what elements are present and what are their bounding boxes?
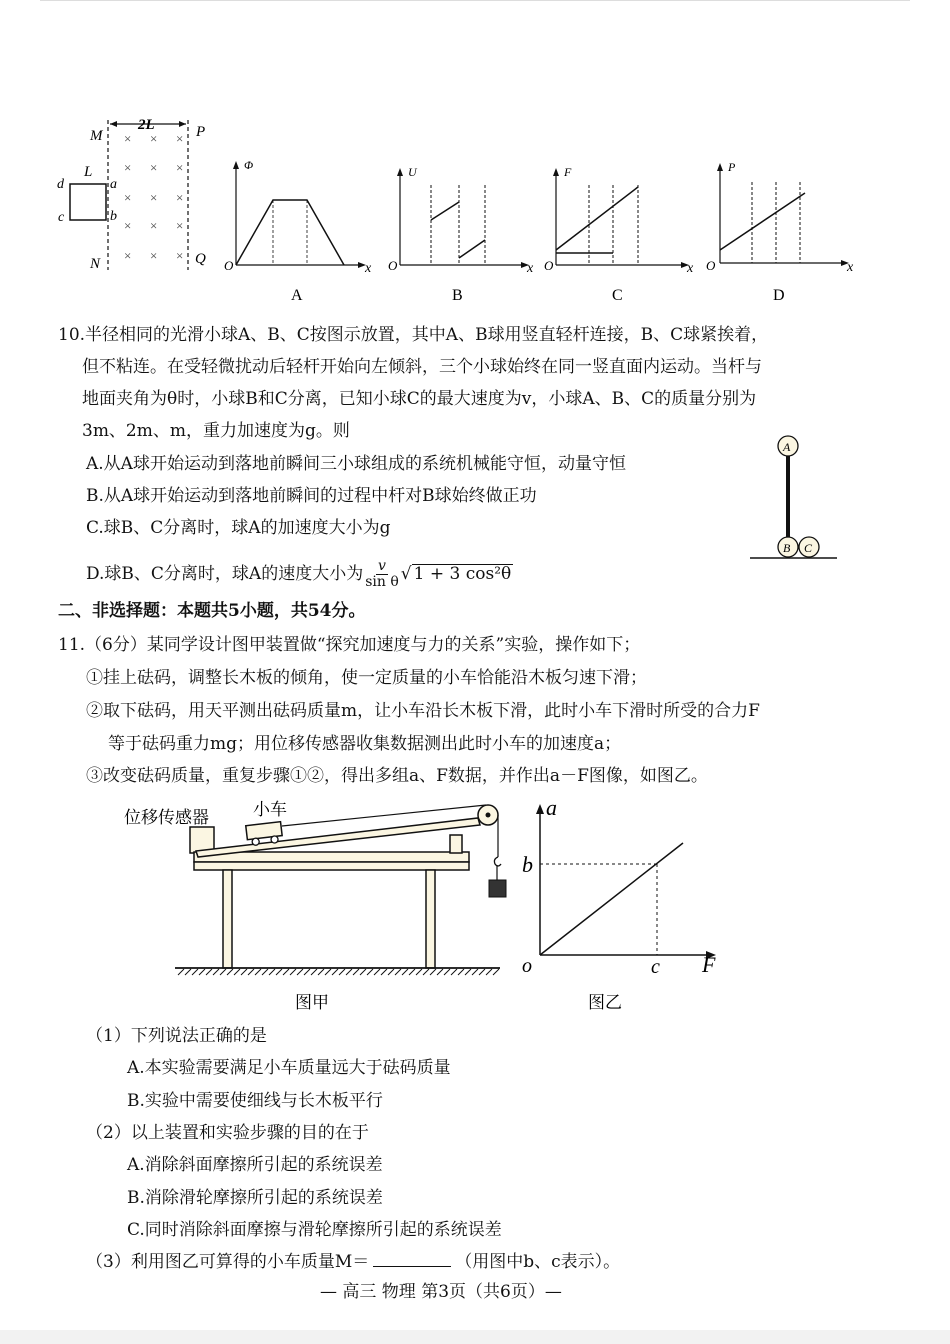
- q11-sub2: （2）以上装置和实验步骤的目的在于: [86, 1123, 369, 1143]
- option-c-letter: C: [612, 287, 623, 304]
- option-d-letter: D: [773, 287, 785, 304]
- q10-option-b: B.从A球开始运动到落地前瞬间的过程中杆对B球始终做正功: [86, 486, 537, 506]
- q11-sub2-option-a: A.消除斜面摩擦所引起的系统误差: [127, 1155, 383, 1175]
- svg-text:x: x: [527, 261, 534, 276]
- ground-hatch: [472, 969, 478, 975]
- q11-sub1-option-a: A.本实验需要满足小车质量远大于砝码质量: [127, 1058, 451, 1078]
- svg-text:x: x: [847, 260, 854, 275]
- ground-hatch: [199, 969, 205, 975]
- svg-text:P: P: [196, 124, 206, 140]
- svg-text:x: x: [365, 261, 372, 276]
- svg-text:L: L: [84, 164, 93, 180]
- ground-hatch: [339, 969, 345, 975]
- ground-hatch: [381, 969, 387, 975]
- q11-line-3: ②取下砝码，用天平测出砝码质量m，让小车沿长木板下滑，此时小车下滑时所受的合力F: [86, 701, 760, 721]
- ground-hatch: [304, 969, 310, 975]
- ground-hatch: [465, 969, 471, 975]
- svg-text:B: B: [783, 541, 791, 555]
- ground-hatch: [269, 969, 275, 975]
- svg-text:M: M: [90, 128, 103, 144]
- graph-d: [706, 160, 854, 304]
- svg-text:Q: Q: [195, 251, 206, 267]
- top-rule: [40, 0, 910, 1]
- ground-hatch: [185, 969, 191, 975]
- svg-text:C: C: [804, 541, 813, 555]
- ground-hatch: [192, 969, 198, 975]
- ground-hatch: [206, 969, 212, 975]
- field-cross: ×: [150, 160, 158, 175]
- ground-hatch: [353, 969, 359, 975]
- fraction: $\frac{v}{\text{sin θ}}$: [365, 558, 399, 590]
- field-cross: ×: [176, 218, 184, 233]
- ground-hatch: [241, 969, 247, 975]
- ground-hatch: [227, 969, 233, 975]
- graph-b: [388, 165, 534, 304]
- ground-hatch: [486, 969, 492, 975]
- section-2-heading: 二、非选择题：本题共5小题，共54分。: [58, 601, 366, 621]
- ground-hatch: [178, 969, 184, 975]
- graph-a: [224, 158, 372, 304]
- svg-text:b: b: [522, 852, 533, 877]
- ground-hatch: [297, 969, 303, 975]
- ground-hatch: [325, 969, 331, 975]
- q11-line-2: ①挂上砝码，调整长木板的倾角，使一定质量的小车恰能沿木板匀速下滑；: [86, 668, 647, 688]
- field-cross: ×: [150, 218, 158, 233]
- graph-c: [544, 165, 694, 304]
- option-a-letter: A: [291, 287, 303, 304]
- field-cross: ×: [124, 160, 132, 175]
- q11-sub1-option-b: B.实验中需要使细线与长木板平行: [127, 1091, 383, 1111]
- ground-hatch: [220, 969, 226, 975]
- ground-hatch: [248, 969, 254, 975]
- field-cross: ×: [176, 160, 184, 175]
- figure-yi: [510, 795, 740, 1020]
- ground-hatch: [493, 969, 499, 975]
- svg-text:c: c: [651, 956, 660, 978]
- svg-text:c: c: [58, 210, 65, 225]
- q11-sub2-option-b: B.消除滑轮摩擦所引起的系统误差: [127, 1188, 383, 1208]
- svg-text:F: F: [702, 952, 716, 977]
- field-cross: ×: [176, 131, 184, 146]
- field-cross: ×: [150, 190, 158, 205]
- svg-text:O: O: [544, 258, 554, 273]
- q10-line-4: 3m、2m、m，重力加速度为g。则: [82, 421, 350, 441]
- field-cross: ×: [124, 131, 132, 146]
- width-label: 2L: [138, 117, 155, 133]
- page-footer: — 高三 物理 第3页（共6页）—: [320, 1282, 562, 1302]
- svg-text:O: O: [224, 258, 234, 273]
- ground-hatch: [458, 969, 464, 975]
- svg-text:图乙: 图乙: [588, 993, 622, 1012]
- figure-jia: [120, 795, 520, 1020]
- coil: [70, 184, 106, 220]
- ground-hatch: [276, 969, 282, 975]
- svg-text:O: O: [388, 258, 398, 273]
- ground-hatch: [451, 969, 457, 975]
- svg-text:小车: 小车: [253, 800, 287, 819]
- svg-text:a: a: [546, 795, 557, 820]
- svg-text:位移传感器: 位移传感器: [124, 808, 209, 827]
- ground-hatch: [234, 969, 240, 975]
- ground-hatch: [388, 969, 394, 975]
- q10-option-a: A.从A球开始运动到落地前瞬间三小球组成的系统机械能守恒，动量守恒: [86, 454, 626, 474]
- q9-figure: [50, 110, 870, 310]
- svg-text:P: P: [728, 160, 736, 174]
- ground-hatch: [262, 969, 268, 975]
- q11-sub1: （1）下列说法正确的是: [86, 1026, 267, 1046]
- svg-text:o: o: [522, 955, 532, 977]
- q10-line-1: 10.半径相同的光滑小球A、B、C按图示放置，其中A、B球用竖直轻杆连接，B、C球紧挨着，: [58, 325, 769, 345]
- q11-sub2-option-c: C.同时消除斜面摩擦与滑轮摩擦所引起的系统误差: [127, 1220, 502, 1240]
- q10-option-d: D.球B、C分离时，球A的速度大小为 $\frac{v}{\text{sin θ}}$ √ 1 + 3 cos²θ: [86, 558, 512, 590]
- ground-hatch: [360, 969, 366, 975]
- ground-hatch: [367, 969, 373, 975]
- svg-text:d: d: [57, 177, 64, 192]
- svg-text:a: a: [110, 177, 117, 192]
- field-cross: ×: [150, 131, 158, 146]
- svg-text:N: N: [90, 256, 101, 272]
- q11-line-4: 等于砝码重力mg；用位移传感器收集数据测出此时小车的加速度a；: [108, 734, 622, 754]
- q11-line-5: ③改变砝码质量，重复步骤①②，得出多组a、F数据，并作出a－F图像，如图乙。: [86, 766, 708, 786]
- ground-hatch: [318, 969, 324, 975]
- q11-line-1: 11.（6分）某同学设计图甲装置做“探究加速度与力的关系”实验，操作如下；: [58, 635, 641, 655]
- ground-hatch: [444, 969, 450, 975]
- svg-text:图甲: 图甲: [295, 993, 329, 1012]
- ground-hatch: [255, 969, 261, 975]
- q10-line-3: 地面夹角为θ时，小球B和C分离，已知小球C的最大速度为v，小球A、B、C的质量分别为: [82, 389, 757, 409]
- ground-hatch: [290, 969, 296, 975]
- svg-text:A: A: [783, 440, 791, 454]
- ground-hatch: [395, 969, 401, 975]
- sqrt-expression: 1 + 3 cos²θ: [413, 564, 512, 584]
- ground-hatch: [423, 969, 429, 975]
- svg-text:x: x: [687, 261, 694, 276]
- option-b-letter: B: [452, 287, 463, 304]
- svg-text:F: F: [564, 165, 572, 179]
- field-cross: ×: [150, 248, 158, 263]
- ground-hatch: [213, 969, 219, 975]
- ground-hatch: [437, 969, 443, 975]
- ground-hatch: [332, 969, 338, 975]
- q11-sub3: （3）利用图乙可算得的小车质量M＝ （用图中b、c表示）。: [86, 1252, 621, 1272]
- field-cross: ×: [124, 248, 132, 263]
- magnetic-field-figure: [57, 117, 206, 272]
- ground-hatch: [402, 969, 408, 975]
- svg-text:Φ: Φ: [244, 158, 254, 172]
- q10-option-c: C.球B、C分离时，球A的加速度大小为g: [86, 518, 391, 538]
- q10-line-2: 但不粘连。在受轻微扰动后轻杆开始向左倾斜，三个小球始终在同一竖直面内运动。当杆与: [82, 357, 762, 377]
- field-cross: ×: [124, 190, 132, 205]
- svg-text:U: U: [408, 165, 417, 179]
- ground-hatch: [311, 969, 317, 975]
- answer-blank[interactable]: [373, 1252, 451, 1267]
- ground-hatch: [430, 969, 436, 975]
- svg-text:b: b: [110, 209, 117, 224]
- ground-hatch: [346, 969, 352, 975]
- ground-hatch: [409, 969, 415, 975]
- field-cross: ×: [176, 190, 184, 205]
- ground-hatch: [283, 969, 289, 975]
- bottom-band: [0, 1330, 950, 1344]
- field-cross: ×: [176, 248, 184, 263]
- q10-balls-figure: [745, 430, 845, 565]
- ground-hatch: [479, 969, 485, 975]
- ground-hatch: [416, 969, 422, 975]
- svg-text:O: O: [706, 258, 716, 273]
- field-cross: ×: [124, 218, 132, 233]
- ground-hatch: [374, 969, 380, 975]
